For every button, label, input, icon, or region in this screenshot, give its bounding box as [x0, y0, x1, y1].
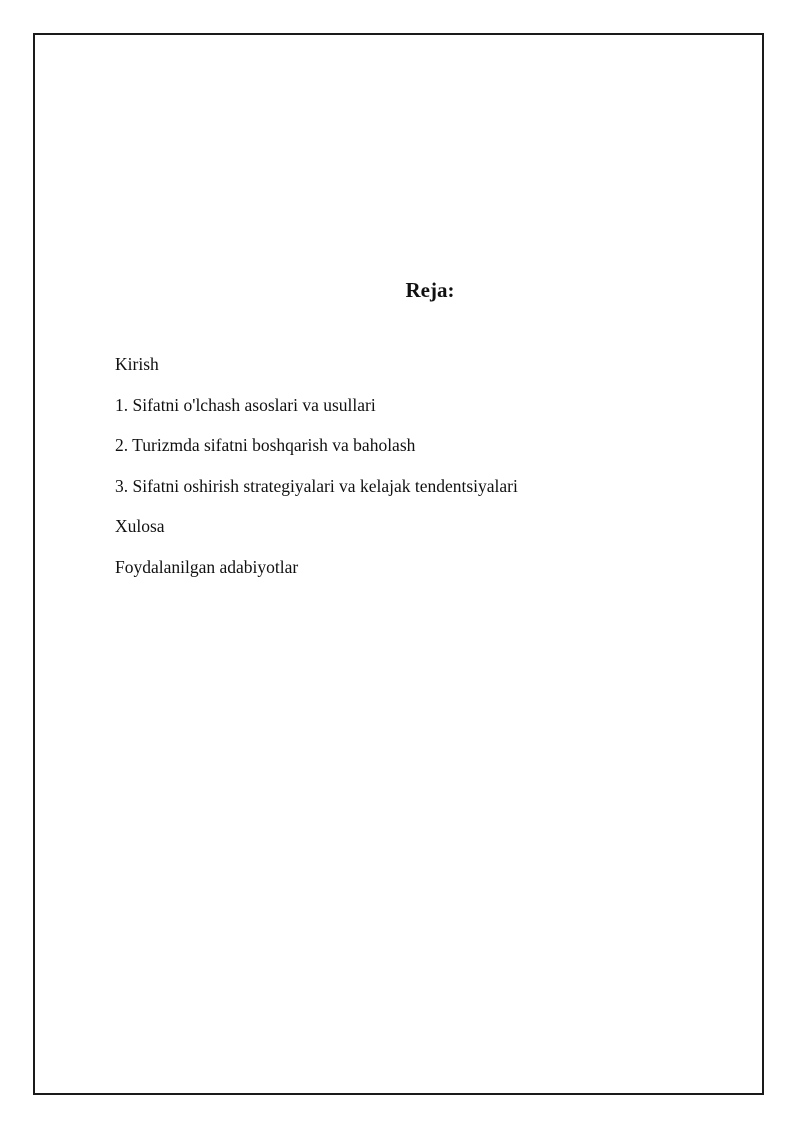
page-title: Reja: [405, 278, 455, 302]
plan-item-chapter-2: 2. Turizmda sifatni boshqarish va baholash [115, 435, 416, 456]
plan-item-chapter-3: 3. Sifatni oshirish strategiyalari va kelajak tendentsiyalari [115, 475, 518, 496]
plan-list [115, 353, 518, 597]
plan-item-introduction: Kirish [115, 354, 159, 374]
plan-item-references: Foydalanilgan adabiyotlar [115, 556, 299, 577]
plan-item-conclusion: Xulosa [115, 516, 165, 537]
plan-item-chapter-1: 1. Sifatni o'lchash asoslari va usullari [115, 394, 376, 415]
